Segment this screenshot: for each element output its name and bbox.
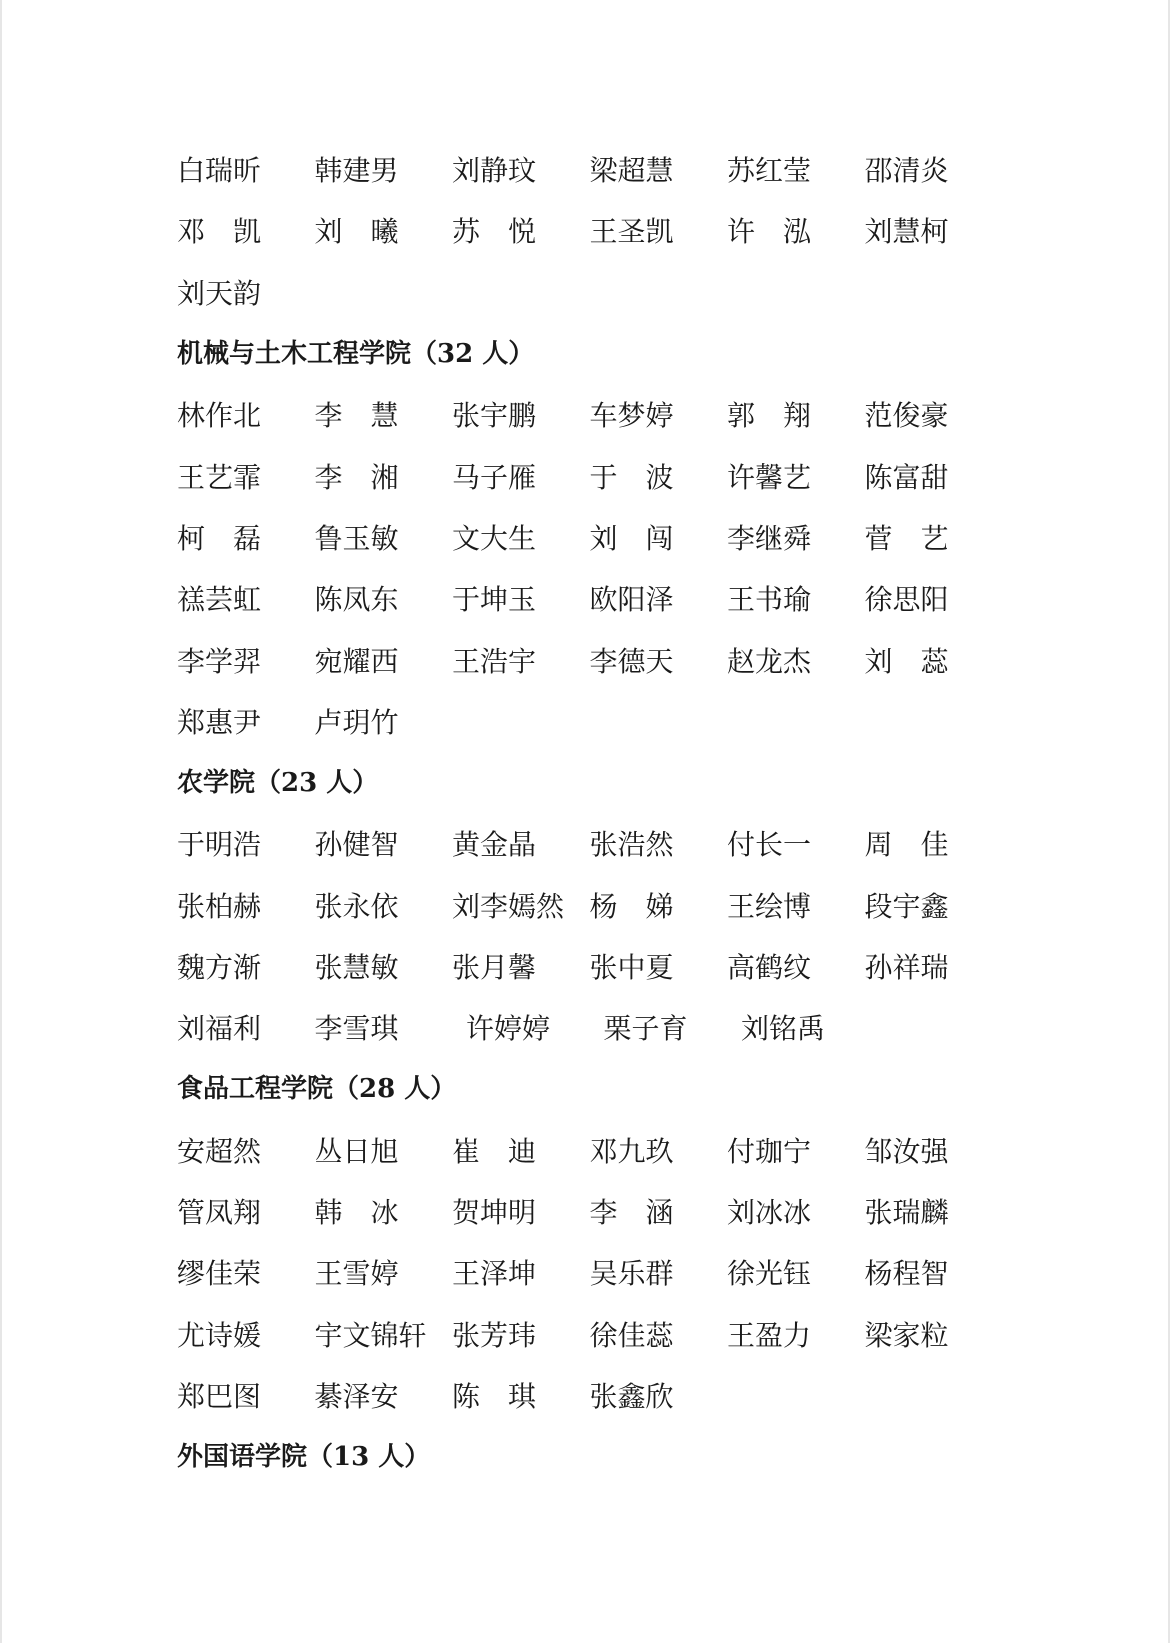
student-name: 徐佳蕊 <box>589 1318 674 1352</box>
student-name: 王圣凯 <box>589 215 674 249</box>
student-name: 刘 闯 <box>589 521 674 555</box>
student-name: 杨程智 <box>864 1257 949 1291</box>
student-name: 韩 冰 <box>314 1196 399 1230</box>
student-name: 邹汝强 <box>864 1134 949 1168</box>
student-name: 李学羿 <box>177 644 262 678</box>
student-name: 丛日旭 <box>314 1134 399 1168</box>
student-name: 于明浩 <box>177 828 262 862</box>
name-row <box>177 385 997 446</box>
student-name: 车梦婷 <box>589 399 674 433</box>
student-name: 宛耀西 <box>314 644 399 678</box>
student-name: 陈富甜 <box>864 460 949 494</box>
student-name: 付长一 <box>727 828 812 862</box>
student-name: 梁家粒 <box>864 1318 949 1352</box>
student-name: 于坤玉 <box>452 583 537 617</box>
student-name: 李 慧 <box>314 399 399 433</box>
student-name: 许婷婷 <box>466 1012 551 1046</box>
student-name: 吴乐群 <box>589 1257 674 1291</box>
name-row <box>177 446 997 507</box>
name-row <box>177 814 997 875</box>
student-name: 刘静玟 <box>452 154 537 188</box>
student-name: 张宇鹏 <box>452 399 537 433</box>
student-name: 邵清炎 <box>864 154 949 188</box>
section-heading: 外国语学院（13 人） <box>177 1442 431 1473</box>
student-name: 张瑞麟 <box>864 1196 949 1230</box>
student-name: 张永依 <box>314 889 399 923</box>
student-name: 陈 琪 <box>452 1380 537 1414</box>
student-name: 杨 娣 <box>589 889 674 923</box>
student-name: 郑惠尹 <box>177 705 262 739</box>
student-name: 崔 迪 <box>452 1134 537 1168</box>
student-name: 文大生 <box>452 521 537 555</box>
student-name: 刘 曦 <box>314 215 399 249</box>
name-row <box>177 876 997 937</box>
student-name: 赵龙杰 <box>727 644 812 678</box>
name-row <box>177 1243 997 1304</box>
student-name: 邓九玖 <box>589 1134 674 1168</box>
student-name: 王盈力 <box>727 1318 812 1352</box>
student-name: 黄金晶 <box>452 828 537 862</box>
name-row <box>177 140 997 201</box>
name-row <box>177 937 997 998</box>
student-name: 张鑫欣 <box>589 1380 674 1414</box>
student-name: 孙健智 <box>314 828 399 862</box>
student-name: 郑巴图 <box>177 1380 262 1414</box>
student-name: 刘福利 <box>177 1012 262 1046</box>
student-name: 马子雁 <box>452 460 537 494</box>
page-edge-left <box>0 0 2 1643</box>
student-name: 许馨艺 <box>727 460 812 494</box>
student-name: 张月馨 <box>452 951 537 984</box>
student-name: 范俊豪 <box>864 399 949 433</box>
name-row <box>177 263 997 324</box>
student-name: 孙祥瑞 <box>864 951 949 984</box>
student-name: 李 涵 <box>589 1196 674 1230</box>
student-name: 刘铭禹 <box>741 1012 826 1046</box>
student-name: 许 泓 <box>727 215 812 249</box>
student-name: 王绘博 <box>727 889 812 923</box>
section-heading: 机械与土木工程学院（32 人） <box>177 338 535 369</box>
student-name: 苏 悦 <box>452 215 537 249</box>
student-name: 李 湘 <box>314 460 399 494</box>
student-name: 刘李嫣然 <box>452 889 565 923</box>
student-name: 邓 凯 <box>177 215 262 249</box>
student-name: 张柏赫 <box>177 889 262 923</box>
student-name: 柯 磊 <box>177 521 262 555</box>
student-name: 王泽坤 <box>452 1257 537 1291</box>
section-heading: 农学院（23 人） <box>177 767 379 798</box>
student-name: 王雪婷 <box>314 1257 399 1291</box>
student-name: 魏方渐 <box>177 951 262 984</box>
student-name: 栗子育 <box>603 1012 688 1046</box>
student-name: 王书瑜 <box>727 583 812 617</box>
name-row <box>177 201 997 262</box>
student-name: 周 佳 <box>864 828 949 862</box>
student-name: 宇文锦轩 <box>314 1318 427 1352</box>
student-name: 张芳玮 <box>452 1318 537 1352</box>
student-name: 李雪琪 <box>314 1012 399 1046</box>
student-name: 林作北 <box>177 399 262 433</box>
name-row <box>177 1182 997 1243</box>
student-name: 张慧敏 <box>314 951 399 984</box>
student-name: 卢玥竹 <box>314 705 399 739</box>
name-row <box>177 630 997 691</box>
student-name: 刘 蕊 <box>864 644 949 678</box>
student-name: 郭 翔 <box>727 399 812 433</box>
student-name: 韩建男 <box>314 154 399 188</box>
student-name: 高鹤纹 <box>727 951 812 984</box>
student-name: 张中夏 <box>589 951 674 984</box>
student-name: 李德天 <box>589 644 674 678</box>
name-row <box>177 998 997 1059</box>
student-name: 刘慧柯 <box>864 215 949 249</box>
student-name: 綦泽安 <box>314 1380 399 1414</box>
name-row <box>177 1305 997 1366</box>
student-name: 贺坤明 <box>452 1196 537 1230</box>
student-name: 李继舜 <box>727 521 812 555</box>
name-row <box>177 508 997 569</box>
student-name: 管凤翔 <box>177 1196 262 1230</box>
student-name: 徐光钰 <box>727 1257 812 1291</box>
student-name: 王艺霏 <box>177 460 262 494</box>
name-list <box>177 140 997 1489</box>
section-heading: 食品工程学院（28 人） <box>177 1074 457 1105</box>
student-name: 尤诗媛 <box>177 1318 262 1352</box>
student-name: 刘冰冰 <box>727 1196 812 1230</box>
student-name: 徐思阳 <box>864 583 949 617</box>
name-row <box>177 692 997 753</box>
student-name: 欧阳泽 <box>589 583 674 617</box>
student-name: 王浩宇 <box>452 644 537 678</box>
student-name: 梁超慧 <box>589 154 674 188</box>
student-name: 付珈宁 <box>727 1134 812 1168</box>
student-name: 张浩然 <box>589 828 674 862</box>
student-name: 刘天韵 <box>177 276 262 310</box>
student-name: 白瑞昕 <box>177 154 262 188</box>
student-name: 陈凤东 <box>314 583 399 617</box>
student-name: 菅 艺 <box>864 521 949 555</box>
student-name: 鲁玉敏 <box>314 521 399 555</box>
student-name: 苏红莹 <box>727 154 812 188</box>
student-name: 安超然 <box>177 1134 262 1168</box>
student-name: 于 波 <box>589 460 674 494</box>
name-row <box>177 1366 997 1427</box>
student-name: 禚芸虹 <box>177 583 262 617</box>
name-row <box>177 569 997 630</box>
student-name: 缪佳荣 <box>177 1257 262 1291</box>
name-row <box>177 1121 997 1182</box>
student-name: 段宇鑫 <box>864 889 949 923</box>
